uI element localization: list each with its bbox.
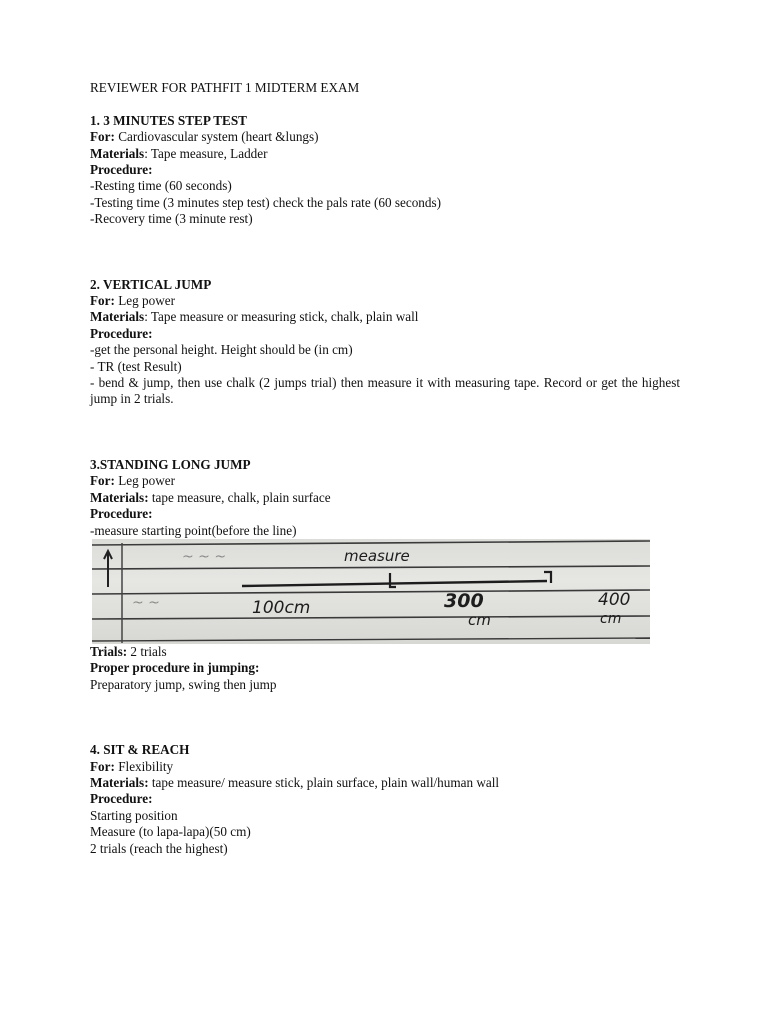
- procedure-step: - bend & jump, then use chalk (2 jumps trial) then measure it with measuring tape. Record or get the highest jump in 2 trials.: [90, 375, 680, 407]
- procedure-step: -Resting time (60 seconds): [90, 178, 232, 194]
- for-line: For: Leg power: [90, 473, 175, 489]
- section-step-test: [90, 113, 680, 228]
- procedure-step: Starting position: [90, 807, 178, 823]
- procedure-step: -Recovery time (3 minute rest): [90, 211, 253, 227]
- materials-line: Materials: tape measure, chalk, plain surface: [90, 489, 331, 505]
- note-400: 400: [598, 589, 631, 610]
- materials-line: Materials: Tape measure or measuring stick, chalk, plain wall: [90, 309, 419, 325]
- svg-text:~ ~ ~: ~ ~ ~: [182, 548, 227, 565]
- handwritten-notes-photo: [92, 539, 650, 644]
- procedure-step: Measure (to lapa-lapa)(50 cm): [90, 824, 251, 840]
- for-line: For: Cardiovascular system (heart &lungs): [90, 129, 319, 145]
- section-vertical-jump: [90, 277, 680, 408]
- procedure-step: -get the personal height. Height should be (in cm): [90, 342, 353, 358]
- proper-procedure-value: Preparatory jump, swing then jump: [90, 676, 277, 692]
- trials-line: Trials: 2 trials: [90, 643, 167, 659]
- document-title: REVIEWER FOR PATHFIT 1 MIDTERM EXAM: [90, 80, 360, 95]
- procedure-label: Procedure:: [90, 791, 153, 807]
- proper-procedure-label: Proper procedure in jumping:: [90, 660, 260, 676]
- note-300: 300: [444, 589, 484, 612]
- procedure-label: Procedure:: [90, 506, 153, 522]
- procedure-label: Procedure:: [90, 162, 153, 178]
- procedure-step: 2 trials (reach the highest): [90, 840, 228, 856]
- procedure-step: -measure starting point(before the line): [90, 522, 297, 538]
- document-body: [90, 80, 680, 857]
- section-sit-and-reach: [90, 742, 680, 857]
- note-100cm: 100cm: [252, 597, 311, 618]
- note-measure: measure: [344, 546, 410, 565]
- svg-text:~ ~: ~ ~: [132, 594, 160, 611]
- section-standing-long-jump: [90, 457, 680, 693]
- section-heading: 2. VERTICAL JUMP: [90, 276, 212, 292]
- for-line: For: Flexibility: [90, 758, 174, 774]
- procedure-step: -Testing time (3 minutes step test) check the pals rate (60 seconds): [90, 194, 442, 210]
- materials-line: Materials: tape measure/ measure stick, plain surface, plain wall/human wall: [90, 774, 500, 790]
- section-heading: 3.STANDING LONG JUMP: [90, 456, 251, 472]
- section-heading: 1. 3 MINUTES STEP TEST: [90, 112, 247, 128]
- procedure-step: - TR (test Result): [90, 358, 182, 374]
- note-300-unit: cm: [468, 610, 491, 629]
- for-line: For: Leg power: [90, 293, 175, 309]
- note-400-unit: cm: [600, 610, 622, 627]
- materials-line: Materials: Tape measure, Ladder: [90, 145, 268, 161]
- procedure-label: Procedure:: [90, 325, 153, 341]
- section-heading: 4. SIT & REACH: [90, 742, 190, 758]
